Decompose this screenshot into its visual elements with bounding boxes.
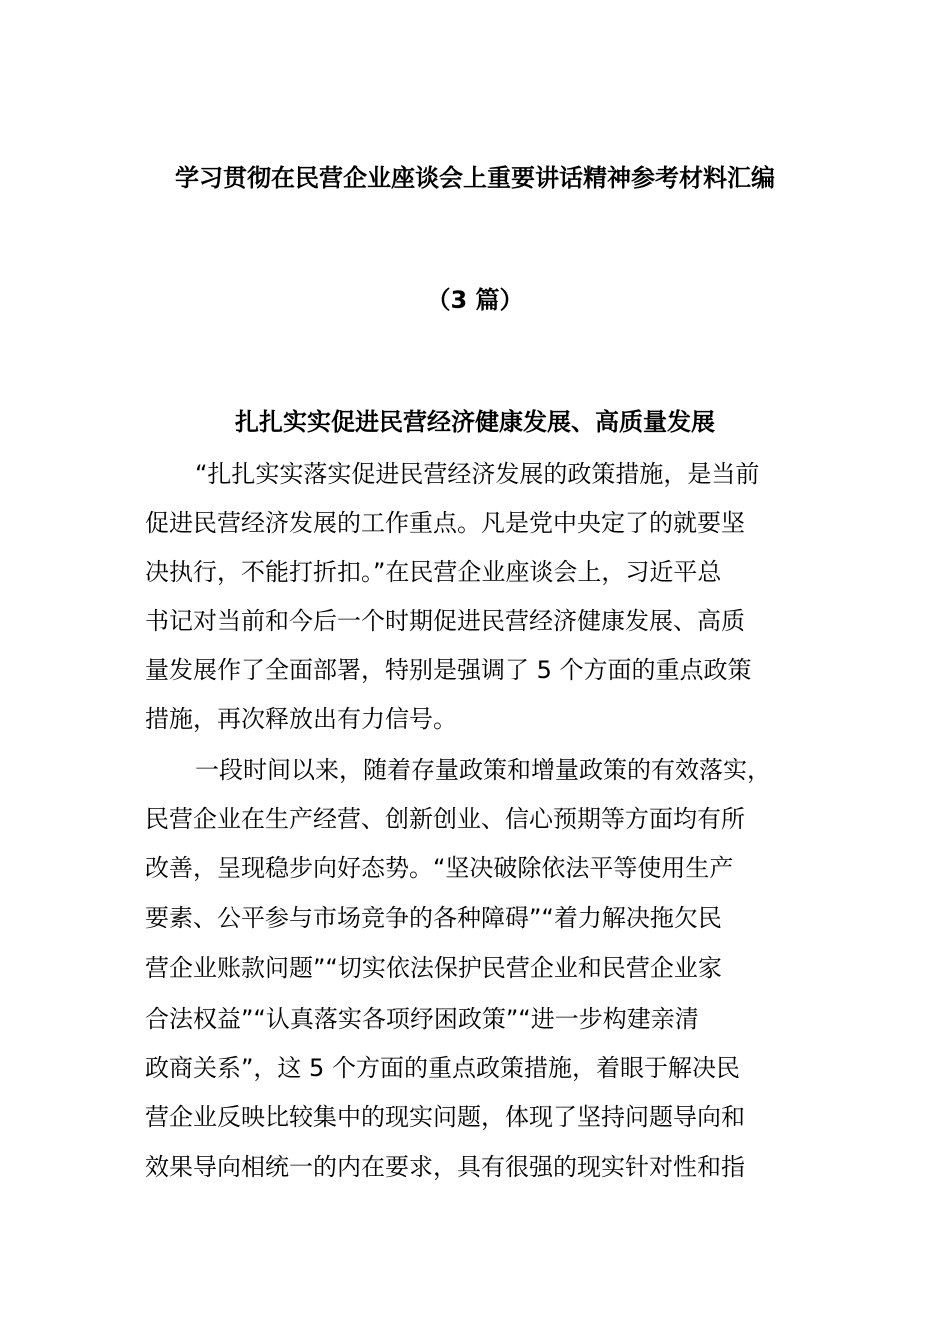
body-line: 决执行，不能打折扣。”在民营企业座谈会上，习近平总 [145,558,722,586]
body-line: 政商关系”，这 5 个方面的重点政策措施，着眼于解决民 [145,1054,740,1082]
document-title: 学习贯彻在民营企业座谈会上重要讲话精神参考材料汇编 [175,164,775,192]
body-line: 合法权益”“认真落实各项纾困政策”“进一步构建亲清 [145,1005,699,1033]
section-heading: 扎扎实实促进民营经济健康发展、高质量发展 [235,408,715,436]
body-line: 效果导向相统一的内在要求，具有很强的现实针对性和指 [145,1153,745,1181]
body-line: 民营企业在生产经营、创新创业、信心预期等方面均有所 [145,805,745,833]
body-line: 营企业反映比较集中的现实问题，体现了坚持问题导向和 [145,1103,745,1131]
body-line: “扎扎实实落实促进民营经济发展的政策措施，是当前 [195,460,760,488]
body-line: 促进民营经济发展的工作重点。凡是党中央定了的就要坚 [145,509,745,537]
body-line: 量发展作了全面部署，特别是强调了 5 个方面的重点政策 [145,656,752,684]
body-line: 改善，呈现稳步向好态势。“坚决破除依法平等使用生产 [145,854,734,882]
body-line: 一段时间以来，随着存量政策和增量政策的有效落实， [195,756,771,784]
body-line: 措施，再次释放出有力信号。 [145,705,457,733]
document-subtitle: （3 篇） [426,286,524,314]
body-line: 书记对当前和今后一个时期促进民营经济健康发展、高质 [145,607,745,635]
body-line: 营企业账款问题”“切实依法保护民营企业和民营企业家 [145,954,722,982]
body-line: 要素、公平参与市场竞争的各种障碍”“着力解决拖欠民 [145,904,722,932]
